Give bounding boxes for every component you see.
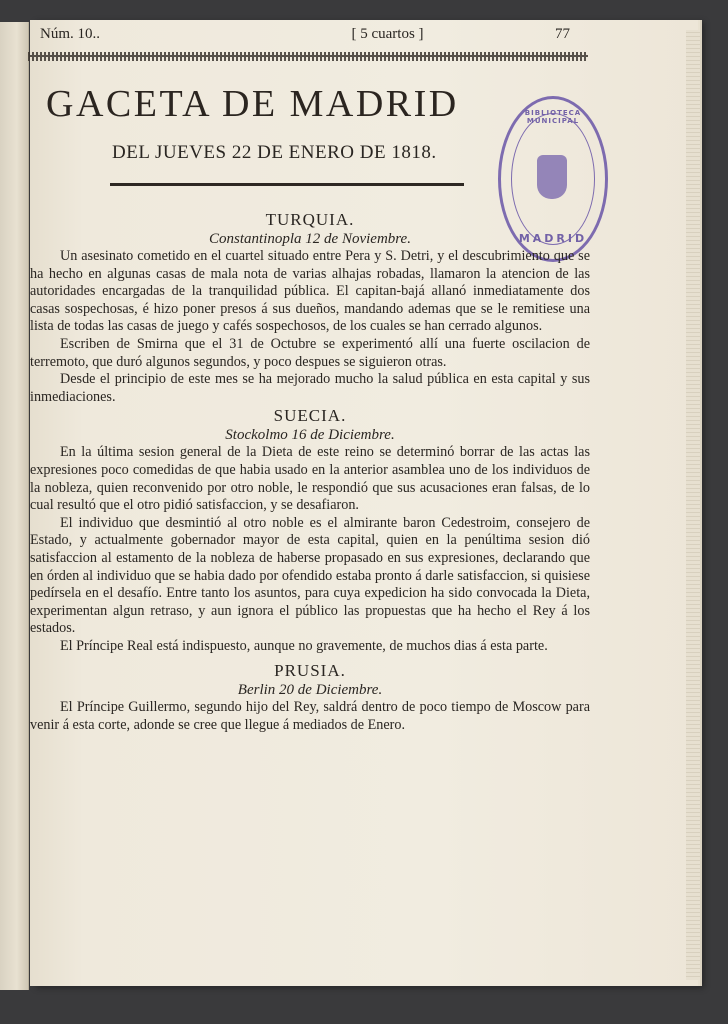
ornamental-rule <box>28 52 588 61</box>
paragraph: Desde el principio de este mes se ha mejorado mucho la salud pública en esta capital y sus inmediaciones. <box>30 371 590 405</box>
paragraph: Escriben de Smirna que el 31 de Octubre se experimentó allí una fuerte oscilacion de terremoto, que duró algunos segundos, y poco despues se siguieron otras. <box>30 335 590 370</box>
dateline-constantinopla: Constantinopla 12 de Noviembre. <box>209 231 411 247</box>
dateline-berlin: Berlin 20 de Diciembre. <box>237 682 383 699</box>
article-body <box>30 198 590 735</box>
paragraph: En la última sesion general de la Dieta de este reino se determinó borrar de las actas las expresiones poco comedidas de que habia usado en la anterior asamblea uno de los individuos de la nobleza, quien reconvenido por otro noble, le respondió que sus acusaciones eran falsas, de lo cual resultó que el otro pidió satisfaccion, y se desafiaron. <box>30 444 590 514</box>
price-label: [ 5 cuartos ] <box>351 26 424 42</box>
issue-date: DEL JUEVES 22 DE ENERO DE 1818. <box>112 142 437 163</box>
section-title-suecia: SUECIA. <box>273 406 347 426</box>
page-header <box>40 26 570 43</box>
issue-number: Núm. 10.. <box>40 26 100 42</box>
dateline-stockolmo: Stockolmo 16 de Diciembre. <box>225 427 395 444</box>
paragraph: El individuo que desmintió al otro noble es el almirante baron Cedestroim, consejero de Estado, y actualmente gobernador mayor de esta capital, quien en la penúltima sesion dió satisfaccion al estamento de la nobleza de haberse propasado en sus expresiones, declarando que en órden al individuo que se habia dado por ofendido estaba pronto á darle satisfaccion, si quisiese pedírsela en el desafío. Entre tanto los asuntos, para cuya expedicion ha sido convocada la Dieta, experimentan algun retraso, y aun ignora el público las propuestas que ha hecho el Rey á los estados. <box>30 514 590 637</box>
section-title-turquia: TURQUIA. <box>265 210 355 229</box>
facing-page-edge <box>0 22 29 990</box>
page-stack-edge <box>686 30 700 980</box>
masthead-title: GACETA DE MADRID <box>46 83 459 125</box>
page-number: 77 <box>555 26 570 42</box>
stamp-city: MADRID <box>518 232 588 245</box>
masthead-divider <box>110 183 464 186</box>
stamp-ring-text: BIBLIOTECA MUNICIPAL <box>524 109 582 125</box>
paragraph: Un asesinato cometido en el cuartel situado entre Pera y S. Detri, y el descubrimiento que se ha hecho en algunas casas de mala nota de varias alhajas robadas, llamaron la atencion de las autoridades encargadas de la tranquilidad pública. El capitan-bajá allanó inmediatamente dos casas sospechosas, é hizo poner presos á sus dueños, mandando ademas que se le remitiese una lista de todas las casas de juego y cafés sospechosos, de los cuales se han cerrado algunos. <box>30 248 590 335</box>
paragraph: El Príncipe Real está indispuesto, aunque no gravemente, de muchos dias á esta parte. <box>60 637 548 654</box>
paragraph: El Príncipe Guillermo, segundo hijo del Rey, saldrá dentro de poco tiempo de Moscow para venir á esta corte, adonde se cree que llegue á mediados de Enero. <box>30 699 590 734</box>
section-title-prusia: PRUSIA. <box>274 661 346 681</box>
coat-of-arms-icon <box>537 155 567 199</box>
